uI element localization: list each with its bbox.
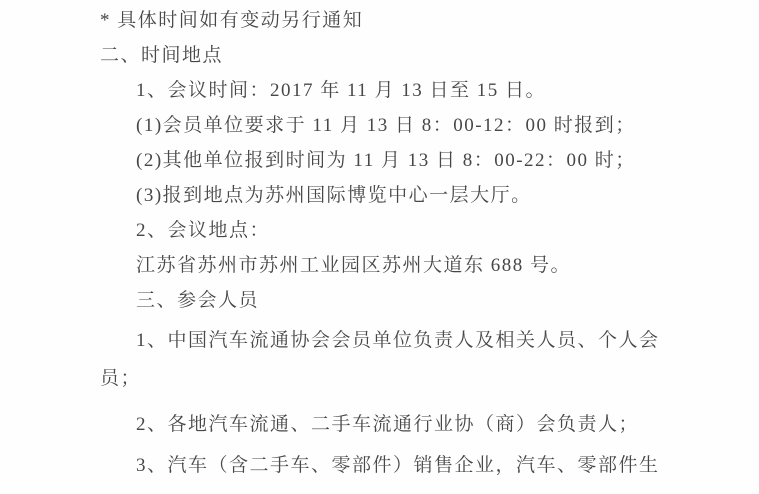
document-text-line: 江苏省苏州市苏州工业园区苏州大道东 688 号。 (136, 255, 572, 276)
document-text-line: (1)会员单位要求于 11 月 13 日 8：00-12：00 时报到； (136, 115, 636, 136)
document-text-line: 2、各地汽车流通、二手车流通行业协（商）会负责人； (136, 414, 640, 435)
document-text-line: 1、会议时间：2017 年 11 月 13 日至 15 日。 (136, 80, 547, 101)
document-text-line: 2、会议地点： (136, 220, 271, 241)
document-text-line: (3)报到地点为苏州国际博览中心一层大厅。 (136, 185, 532, 206)
document-text-line: 员； (100, 368, 142, 389)
document-text-line: 二、时间地点 (100, 45, 224, 66)
document-text-line: 3、汽车（含二手车、零部件）销售企业，汽车、零部件生 (136, 455, 660, 476)
document-text-line: 三、参会人员 (136, 290, 260, 311)
document-text-line: 1、中国汽车流通协会会员单位负责人及相关人员、个人会 (136, 330, 660, 351)
document-text-line: * 具体时间如有变动另行通知 (100, 10, 364, 31)
document-text-line: (2)其他单位报到时间为 11 月 13 日 8：00-22：00 时； (136, 150, 636, 171)
